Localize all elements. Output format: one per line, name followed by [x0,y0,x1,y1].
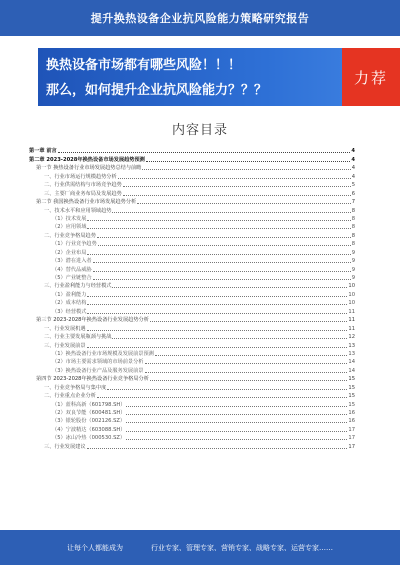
toc-entry-text: 二、行业主要发展瓶颈与挑战 [44,334,112,341]
hero-question: 那么，如何提升企业抗风险能力？？？ [46,83,268,98]
toc-entry[interactable] [29,408,355,416]
toc-leader-dots [87,347,348,348]
toc-entry[interactable] [29,289,355,297]
toc-entry-text: （2）企业布局 [52,249,87,256]
toc-entry-page: 8 [351,224,355,231]
toc-entry[interactable] [29,315,355,323]
table-of-contents [29,146,355,530]
toc-entry-text: 一、行业发展机遇 [44,325,86,332]
toc-entry-text: 第一节 换热设备行业市场发展趋势总结与前瞻 [36,165,142,172]
toc-leader-dots [150,321,347,322]
toc-entry-text: 第四节 2023-2028年换热设备行业竞争格局分析 [36,376,149,383]
toc-entry-page: 10 [348,291,355,298]
toc-entry-page: 16 [348,418,355,425]
toc-entry-page: 12 [348,334,355,341]
toc-entry-page: 15 [348,401,355,408]
toc-entry-text: 三、行业盈利能力与经营模式 [44,283,112,290]
toc-entry-page: 9 [351,258,355,265]
toc-entry-text: （4）宁波精达（603088.SH） [52,426,126,433]
toc-entry-text: （1）技术发展 [52,215,87,222]
toc-leader-dots [146,161,351,162]
toc-entry[interactable] [29,433,355,441]
seal-text: 力荐 [353,68,388,87]
toc-entry[interactable] [29,146,355,154]
toc-entry[interactable] [29,374,355,382]
toc-leader-dots [93,271,351,272]
toc-entry-text: （1）盈利能力 [52,291,87,298]
toc-entry-page: 11 [348,325,355,332]
toc-entry-text: （1）行业竞争趋势 [52,241,97,248]
toc-entry[interactable] [29,323,355,331]
toc-leader-dots [112,338,347,339]
toc-entry-text: （1）蓝科高新（601798.SH） [52,401,126,408]
toc-leader-dots [126,422,347,423]
toc-entry-page: 15 [348,384,355,391]
toc-entry-text: （2）成本结构 [52,300,87,307]
toc-entry-text: 第三节 2023-2028年换热设备行业发展趋势分析 [36,317,149,324]
toc-entry-page: 15 [348,376,355,383]
toc-entry-page: 17 [348,443,355,450]
toc-entry-text: 二、行业重点企业分析 [44,393,96,400]
footer-slogan: 让每个人都能成为 [67,543,123,552]
toc-entry-page: 17 [348,426,355,433]
toc-entry[interactable] [29,180,355,188]
footer-bar [0,530,400,565]
toc-entry[interactable] [29,273,355,281]
toc-entry-text: （1）换热设备行业市场规模及发展前景预测 [52,350,154,357]
toc-leader-dots [107,389,347,390]
toc-entry[interactable] [29,365,355,373]
toc-entry-text: 一、技术水平和应用领域趋势 [44,207,112,214]
toc-entry-text: （3）潜在进入者 [52,258,92,265]
toc-entry-page: 11 [348,308,355,315]
toc-entry-page: 4 [351,165,355,172]
toc-leader-dots [155,355,348,356]
toc-entry-page: 4 [351,173,355,180]
toc-entry-text: 一、行业竞争格局与集中度 [44,384,107,391]
toc-entry[interactable] [29,391,355,399]
toc-entry[interactable] [29,163,355,171]
toc-entry-page: 9 [351,275,355,281]
toc-entry[interactable] [29,416,355,424]
toc-leader-dots [87,330,348,331]
toc-entry-page: 13 [348,342,355,349]
hero-banner [38,48,363,106]
toc-entry-page: 8 [351,207,355,214]
toc-entry-text: （4）替代品威胁 [52,266,92,273]
toc-leader-dots [145,372,348,373]
toc-entry-page: 6 [351,190,355,197]
toc-entry[interactable] [29,247,355,255]
toc-entry-page: 15 [348,393,355,400]
toc-entry[interactable] [29,306,355,314]
toc-entry-page: 17 [348,435,355,442]
toc-entry-page: 10 [348,300,355,307]
toc-leader-dots [112,212,350,213]
toc-leader-dots [87,228,350,229]
toc-entry-text: （2）市场主要需求领域的市场前景分析 [52,359,144,366]
toc-leader-dots [93,279,351,280]
toc-entry[interactable] [29,154,355,162]
toc-leader-dots [126,431,347,432]
toc-entry[interactable] [29,188,355,196]
toc-entry-text: 一、行业市场运行规模趋势分析 [44,173,117,180]
toc-leader-dots [112,287,347,288]
toc-entry-page: 14 [348,359,355,366]
toc-entry[interactable] [29,441,355,449]
toc-entry-text: 二、行业竞争格局趋势 [44,232,96,239]
toc-leader-dots [126,414,347,415]
toc-leader-dots [118,178,351,179]
toc-entry[interactable] [29,256,355,264]
toc-heading: 内容目录 [171,123,228,138]
footer-roles: 行业专家、管理专家、营销专家、战略专家、运营专家…… [151,543,333,552]
toc-entry-page: 4 [351,148,355,155]
toc-entry-page: 13 [348,350,355,357]
toc-entry-text: 第二节 我国换热设备行业市场发展趋势分析 [36,199,137,206]
toc-entry-text: 第二章 2023-2028年换热设备市场发展趋势预测 [29,156,145,163]
toc-entry[interactable] [29,230,355,238]
toc-entry-text: （5）产业链整合 [52,275,92,281]
report-title: 提升换热设备企业抗风险能力策略研究报告 [90,12,310,25]
toc-entry-page: 9 [351,249,355,256]
toc-entry[interactable] [29,214,355,222]
toc-entry-page: 8 [351,215,355,222]
toc-leader-dots [123,195,351,196]
toc-entry[interactable] [29,357,355,365]
toc-entry[interactable] [29,399,355,407]
toc-entry[interactable] [29,281,355,289]
toc-entry-page: 14 [348,367,355,374]
toc-entry[interactable] [29,222,355,230]
toc-leader-dots [123,186,351,187]
toc-entry-text: 第一章 前言 [29,148,57,155]
toc-entry-page: 16 [348,410,355,416]
toc-entry-text: 三、主要厂商业务布局及发展趋势 [44,190,122,197]
toc-leader-dots [87,254,350,255]
toc-entry-page: 7 [351,199,355,206]
toc-entry[interactable] [29,349,355,357]
toc-leader-dots [126,439,347,440]
toc-leader-dots [87,448,348,449]
toc-entry-page: 10 [348,283,355,290]
toc-entry[interactable] [29,197,355,205]
toc-leader-dots [145,363,348,364]
toc-entry-text: 三、行业发展前景 [44,342,86,349]
toc-entry-text: 三、行业发展建议 [44,443,86,450]
toc-entry[interactable] [29,340,355,348]
toc-leader-dots [87,220,350,221]
toc-entry[interactable] [29,298,355,306]
toc-entry[interactable] [29,264,355,272]
report-title-bar [0,0,400,36]
toc-leader-dots [137,203,350,204]
toc-entry-text: （3）换热设备行业产品及服务发展前景 [52,367,144,374]
toc-entry[interactable] [29,382,355,390]
hero-headline: 换热设备市场都有哪些风险！！！ [46,58,242,73]
toc-entry-text: （5）冰山冷热（000530.SZ） [52,435,126,442]
recommend-seal [342,48,400,106]
toc-entry-page: 5 [351,182,355,189]
toc-leader-dots [126,406,347,407]
toc-entry[interactable] [29,332,355,340]
toc-entry-page: 8 [351,232,355,239]
toc-entry-page: 4 [351,156,355,163]
toc-entry-page: 8 [351,241,355,248]
toc-entry[interactable] [29,171,355,179]
toc-entry-text: （2）双良节能（600481.SH） [52,410,126,416]
toc-leader-dots [142,169,350,170]
toc-leader-dots [87,304,347,305]
toc-entry-page: 9 [351,266,355,273]
toc-entry-text: （3）经营模式 [52,308,87,315]
toc-entry[interactable] [29,239,355,247]
toc-entry-text: （3）银轮股份（002126.SZ） [52,418,126,425]
toc-leader-dots [87,296,347,297]
toc-leader-dots [98,245,351,246]
toc-leader-dots [150,380,347,381]
toc-leader-dots [97,237,351,238]
toc-entry-text: 二、行业供需结构与市场竞争趋势 [44,182,122,189]
toc-leader-dots [58,152,351,153]
toc-entry-page: 11 [348,317,355,324]
toc-leader-dots [87,313,347,314]
toc-entry[interactable] [29,424,355,432]
toc-entry-text: （2）应用领域 [52,224,87,231]
toc-leader-dots [97,397,348,398]
toc-leader-dots [93,262,351,263]
toc-entry[interactable] [29,205,355,213]
